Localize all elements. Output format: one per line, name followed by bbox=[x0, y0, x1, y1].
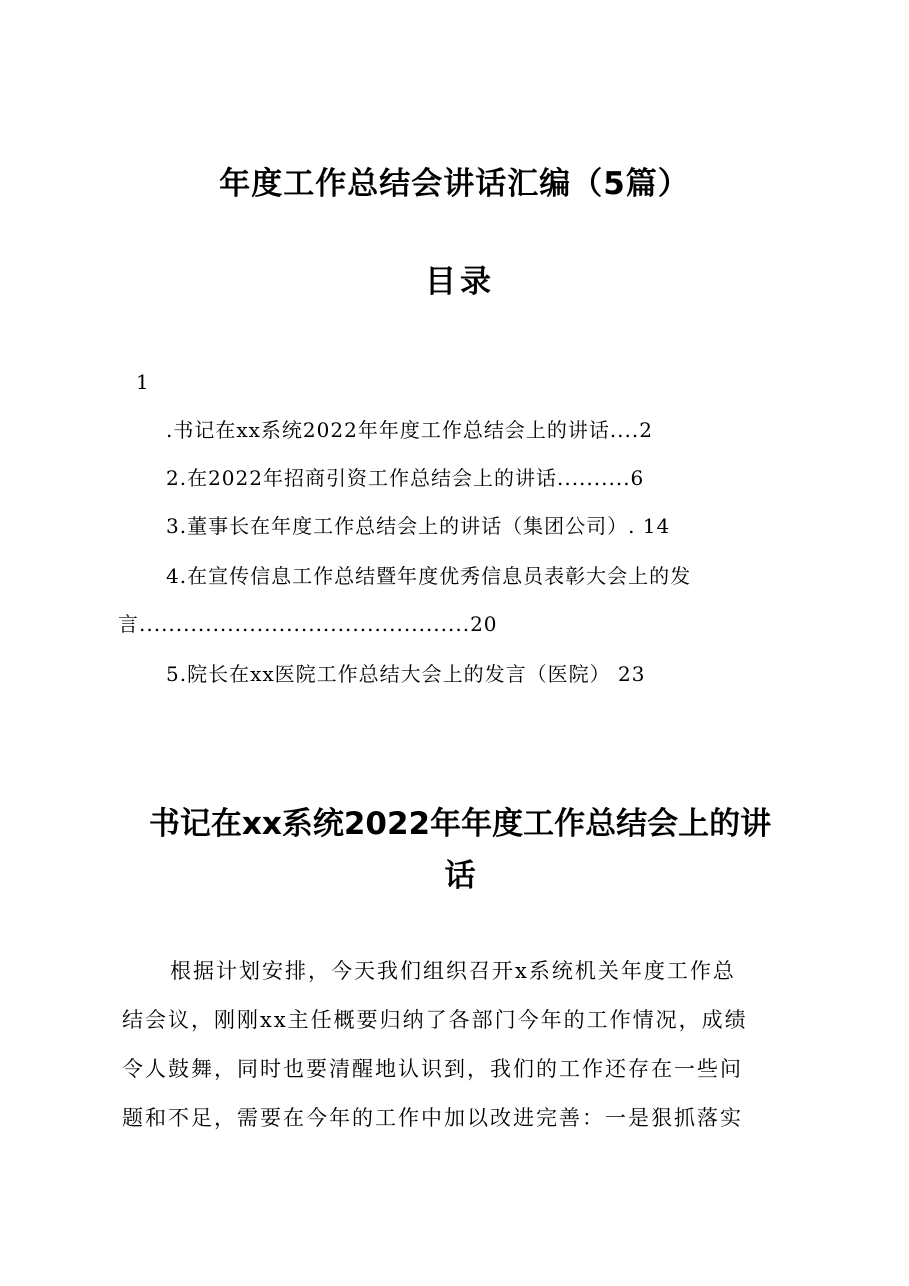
toc-entry-5[interactable]: 5.院长在xx医院工作总结大会上的发言（医院） 23 bbox=[166, 662, 646, 686]
section-title bbox=[110, 798, 810, 902]
toc-entry-2[interactable]: 2.在2022年招商引资工作总结会上的讲话..........6 bbox=[166, 466, 645, 490]
body-paragraph-line-3: 令人鼓舞，同时也要清醒地认识到，我们的工作还存在一些问 bbox=[122, 1057, 743, 1081]
toc-heading: 目录 bbox=[425, 264, 495, 300]
toc-number: 1 bbox=[136, 370, 149, 394]
body-paragraph-line-2: 结会议，刚刚xx主任概要归纳了各部门今年的工作情况，成绩 bbox=[122, 1008, 748, 1032]
body-paragraph-line-1: 根据计划安排，今天我们组织召开x系统机关年度工作总 bbox=[170, 959, 736, 983]
section-title-line-1: 书记在xx系统2022年年度工作总结会上的讲 bbox=[148, 806, 772, 842]
toc-entry-4[interactable]: 4.在宣传信息工作总结暨年度优秀信息员表彰大会上的发 bbox=[166, 564, 692, 588]
toc-entry-4-continued[interactable]: 言.............................................20 bbox=[118, 612, 498, 636]
toc-entry-1[interactable]: .书记在xx系统2022年年度工作总结会上的讲话....2 bbox=[166, 418, 653, 442]
document-title: 年度工作总结会讲话汇编（5篇） bbox=[219, 166, 690, 202]
section-title-line-2: 话 bbox=[444, 858, 476, 894]
body-paragraph-line-4: 题和不足，需要在今年的工作中加以改进完善：一是狠抓落实 bbox=[122, 1106, 743, 1130]
toc-entry-3[interactable]: 3.董事长在年度工作总结会上的讲话（集团公司）. 14 bbox=[166, 514, 671, 538]
